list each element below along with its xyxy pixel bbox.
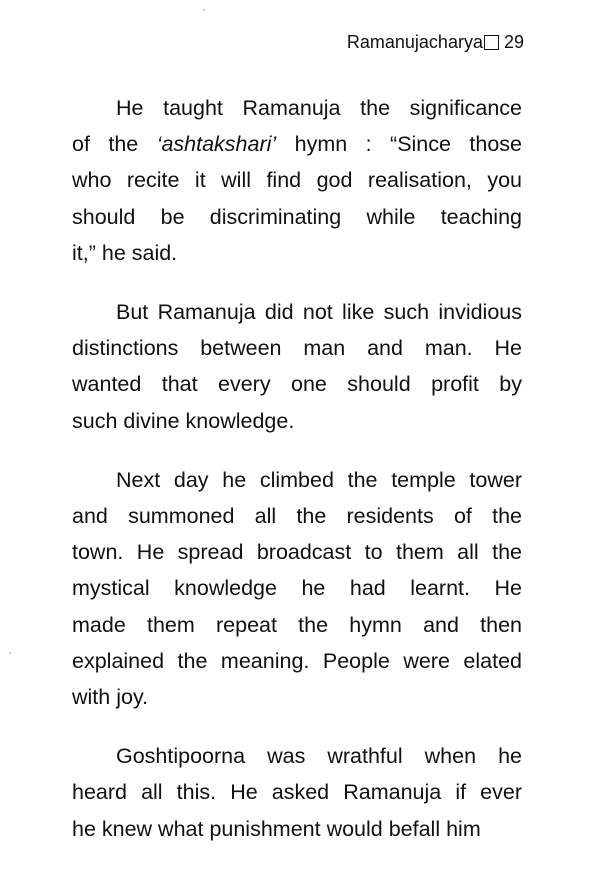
- text-line: and summoned all the residents of the: [72, 504, 522, 529]
- header-title: Ramanujacharya: [346, 32, 483, 52]
- text-line: made them repeat the hymn and then: [72, 612, 522, 637]
- paragraph: [72, 90, 522, 271]
- paragraph: [72, 462, 522, 715]
- text-line: it,” he said.: [72, 240, 178, 265]
- scan-speck: [9, 652, 11, 654]
- text-line: town. He spread broadcast to them all the: [72, 540, 522, 565]
- text-line: mystical knowledge he had learnt. He: [72, 576, 522, 601]
- body-text: [72, 90, 522, 847]
- text-line: with joy.: [72, 685, 149, 710]
- hymn-name: ‘ashtakshari’: [156, 132, 277, 157]
- text-line: such divine knowledge.: [72, 408, 295, 433]
- text-line: who recite it will find god realisation, you: [72, 168, 522, 193]
- text-line: should be discriminating while teaching: [72, 204, 522, 229]
- text-line: wanted that every one should profit by: [72, 372, 522, 397]
- scan-speck: [203, 9, 205, 11]
- text-line: He taught Ramanuja the significance: [116, 96, 522, 120]
- page-number: 29: [503, 32, 524, 52]
- paragraph: [72, 738, 522, 847]
- text-line: Next day he climbed the temple tower: [116, 467, 522, 492]
- text-line: But Ramanuja did not like such invidious: [116, 300, 522, 325]
- text-line: of the ‘ashtakshari’ hymn : “Since those: [72, 132, 522, 157]
- text-line: he knew what punishment would befall him: [72, 816, 481, 841]
- text-line: explained the meaning. People were elated: [72, 648, 522, 673]
- text-line: Goshtipoorna was wrathful when he: [116, 744, 522, 769]
- text-line: distinctions between man and man. He: [72, 336, 522, 361]
- paragraph: [72, 294, 522, 439]
- text-line: heard all this. He asked Ramanuja if ever: [72, 780, 522, 805]
- running-header: [347, 30, 524, 54]
- square-glyph-icon: [484, 35, 499, 50]
